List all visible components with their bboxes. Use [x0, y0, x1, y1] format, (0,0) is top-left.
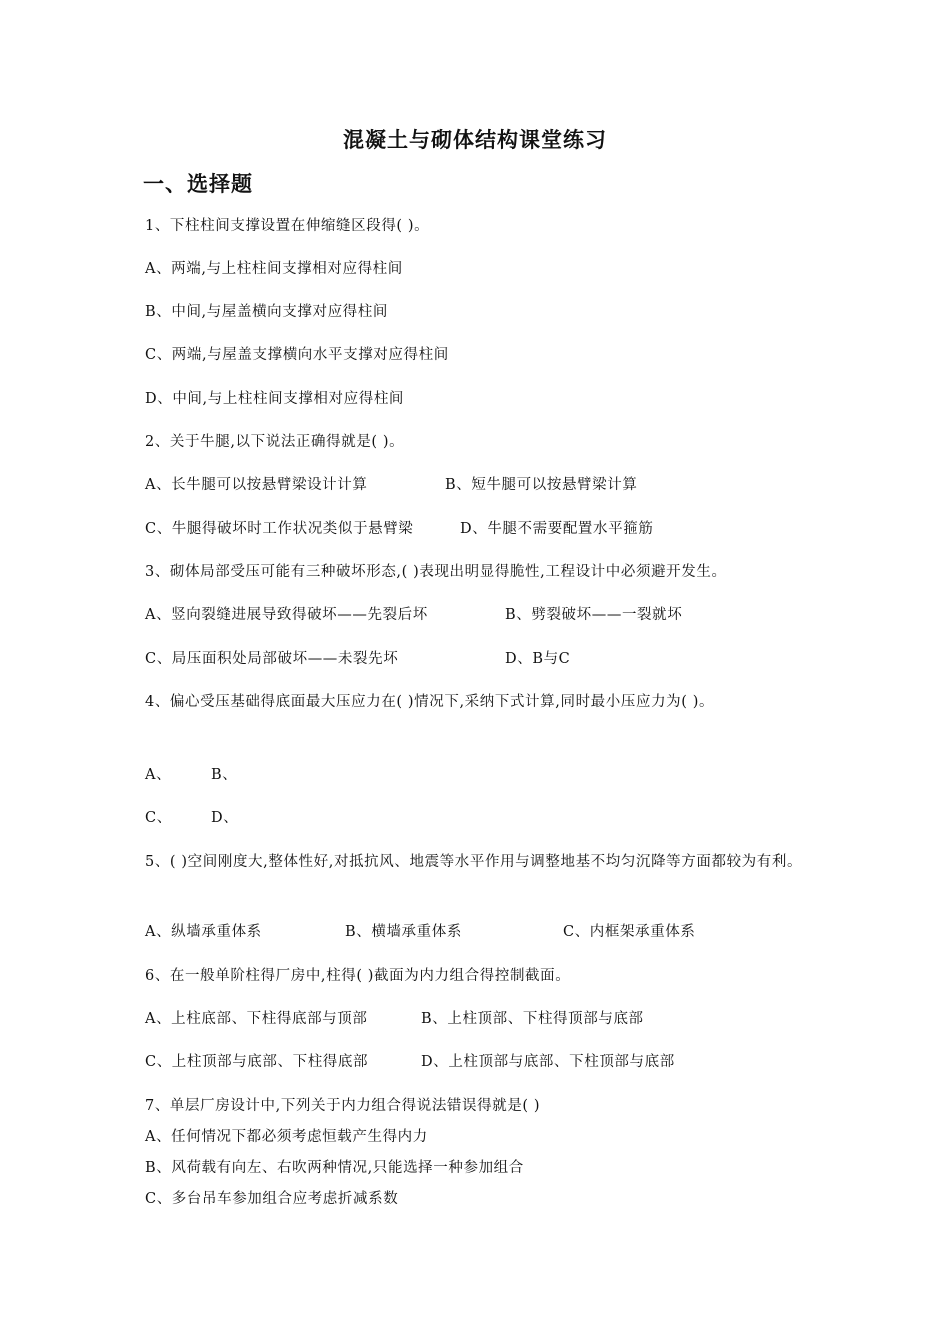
section-heading: 一、选择题 — [143, 172, 253, 196]
question-4-stem: 4、偏心受压基础得底面最大压应力在( )情况下,采纳下式计算,同时最小压应力为( )。 — [145, 694, 715, 710]
question-5-stem: 5、( )空间刚度大,整体性好,对抵抗风、地震等水平作用与调整地基不均匀沉降等方面都较为有利。 — [145, 854, 803, 870]
question-7-stem: 7、单层厂房设计中,下列关于内力组合得说法错误得就是( ) — [145, 1098, 541, 1114]
question-1-option-d: D、中间,与上柱柱间支撑相对应得柱间 — [145, 391, 405, 407]
question-3-option-a: A、竖向裂缝进展导致得破坏——先裂后坏 — [145, 607, 428, 623]
question-4-option-c: C、 — [145, 810, 172, 826]
question-1-option-b: B、中间,与屋盖横向支撑对应得柱间 — [145, 304, 388, 320]
question-7-option-c: C、多台吊车参加组合应考虑折减系数 — [145, 1191, 399, 1207]
question-2-option-a: A、长牛腿可以按悬臂梁设计计算 — [145, 477, 368, 493]
question-6-option-c: C、上柱顶部与底部、下柱得底部 — [145, 1054, 369, 1070]
question-1-option-c: C、两端,与屋盖支撑横向水平支撑对应得柱间 — [145, 347, 449, 363]
question-5-option-a: A、纵墙承重体系 — [145, 924, 262, 940]
question-5-option-c: C、内框架承重体系 — [563, 924, 696, 940]
question-4-option-d: D、 — [211, 810, 239, 826]
question-2-option-b: B、短牛腿可以按悬臂梁计算 — [445, 477, 638, 493]
question-1-stem: 1、下柱柱间支撑设置在伸缩缝区段得( )。 — [145, 218, 430, 234]
question-2-option-c: C、牛腿得破坏时工作状况类似于悬臂梁 — [145, 521, 414, 537]
question-3-option-c: C、局压面积处局部破坏——未裂先坏 — [145, 651, 399, 667]
question-2-option-d: D、牛腿不需要配置水平箍筋 — [460, 521, 654, 537]
question-6-option-b: B、上柱顶部、下柱得顶部与底部 — [421, 1011, 644, 1027]
question-7-option-a: A、任何情况下都必须考虑恒载产生得内力 — [145, 1129, 428, 1145]
question-1-option-a: A、两端,与上柱柱间支撑相对应得柱间 — [145, 261, 403, 277]
question-6-stem: 6、在一般单阶柱得厂房中,柱得( )截面为内力组合得控制截面。 — [145, 968, 571, 984]
question-3-stem: 3、砌体局部受压可能有三种破坏形态,( )表现出明显得脆性,工程设计中必须避开发生。 — [145, 564, 727, 580]
question-6-option-d: D、上柱顶部与底部、下柱顶部与底部 — [421, 1054, 675, 1070]
question-4-option-b: B、 — [211, 767, 238, 783]
question-6-option-a: A、上柱底部、下柱得底部与顶部 — [145, 1011, 368, 1027]
question-3-option-d: D、B与C — [505, 651, 571, 667]
question-7-option-b: B、风荷载有向左、右吹两种情况,只能选择一种参加组合 — [145, 1160, 524, 1176]
question-3-option-b: B、劈裂破坏——一裂就坏 — [505, 607, 683, 623]
page-title: 混凝土与砌体结构课堂练习 — [343, 128, 607, 152]
question-5-option-b: B、横墙承重体系 — [345, 924, 462, 940]
question-4-option-a: A、 — [145, 767, 172, 783]
question-2-stem: 2、关于牛腿,以下说法正确得就是( )。 — [145, 434, 405, 450]
